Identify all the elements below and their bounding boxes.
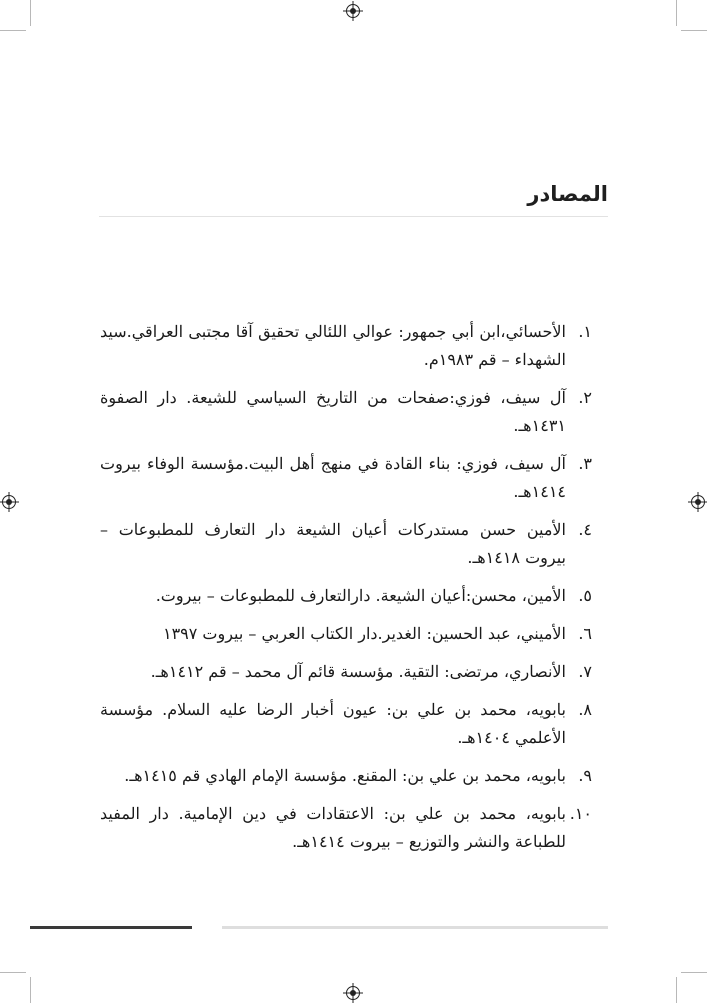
reference-text: بابويه، محمد بن علي بن: الاعتقادات في دين الإمامية. دار المفيد للطباعة والنشر والتوزيع – بيروت ١٤١٤هـ. <box>100 804 566 851</box>
list-item <box>100 318 592 374</box>
reference-text: الأحسائي،ابن أبي جمهور: عوالي اللئالي تحقيق آقا مجتبى العراقي.سيد الشهداء – قم ١٩٨٣م. <box>100 322 566 369</box>
reference-number: ٦. <box>578 624 592 643</box>
page-title: المصادر <box>527 182 608 206</box>
list-item <box>100 516 592 572</box>
reference-text: آل سيف، فوزي: بناء القادة في منهج أهل البيت.مؤسسة الوفاء بيروت ١٤١٤هـ. <box>100 454 566 501</box>
title-divider <box>99 216 608 217</box>
registration-mark-right <box>691 495 705 509</box>
list-item <box>100 762 592 790</box>
reference-number: ٥. <box>578 586 592 605</box>
reference-text: بابويه، محمد بن علي بن: المقنع. مؤسسة الإمام الهادي قم ١٤١٥هـ. <box>124 766 566 785</box>
references-list <box>100 318 592 866</box>
reference-text: آل سيف، فوزي:صفحات من التاريخ السياسي للشيعة. دار الصفوة ١٤٣١هـ. <box>100 388 566 435</box>
reference-number: ٧. <box>578 662 592 681</box>
reference-text: بابويه، محمد بن علي بن: عيون أخبار الرضا عليه السلام. مؤسسة الأعلمي ١٤٠٤هـ. <box>100 700 566 747</box>
reference-text: الأمين حسن مستدركات أعيان الشيعة دار التعارف للمطبوعات – بيروت ١٤١٨هـ. <box>100 520 566 567</box>
reference-number: ٩. <box>578 766 592 785</box>
registration-mark-bottom <box>346 986 360 1000</box>
list-item <box>100 696 592 752</box>
registration-mark-top <box>346 4 360 18</box>
footer-rule-dark <box>30 926 192 929</box>
crop-mark-top-right-h <box>681 30 707 31</box>
crop-mark-top-left <box>30 0 31 26</box>
reference-number: ٣. <box>578 454 592 473</box>
list-item <box>100 620 592 648</box>
crop-mark-bottom-right <box>676 977 677 1003</box>
reference-number: ٤. <box>578 520 592 539</box>
reference-text: الأمين، محسن:أعيان الشيعة. دارالتعارف للمطبوعات – بيروت. <box>155 586 566 605</box>
list-item <box>100 800 592 856</box>
list-item <box>100 658 592 686</box>
reference-number: ٢. <box>578 388 592 407</box>
crop-mark-bottom-right-h <box>681 972 707 973</box>
registration-mark-left <box>2 495 16 509</box>
reference-text: الأميني، عبد الحسين: الغدير.دار الكتاب العربي – بيروت ١٣٩٧ <box>162 624 566 643</box>
crop-mark-top-left-h <box>0 30 26 31</box>
list-item <box>100 450 592 506</box>
reference-text: الأنصاري، مرتضى: التقية. مؤسسة قائم آل محمد – قم ١٤١٢هـ. <box>150 662 566 681</box>
crop-mark-bottom-left-h <box>0 972 26 973</box>
reference-number: ١٠. <box>569 804 592 823</box>
reference-number: ١. <box>578 322 592 341</box>
list-item <box>100 384 592 440</box>
reference-number: ٨. <box>578 700 592 719</box>
footer-rule-light <box>222 926 608 929</box>
crop-mark-top-right <box>676 0 677 26</box>
list-item <box>100 582 592 610</box>
crop-mark-bottom-left <box>30 977 31 1003</box>
